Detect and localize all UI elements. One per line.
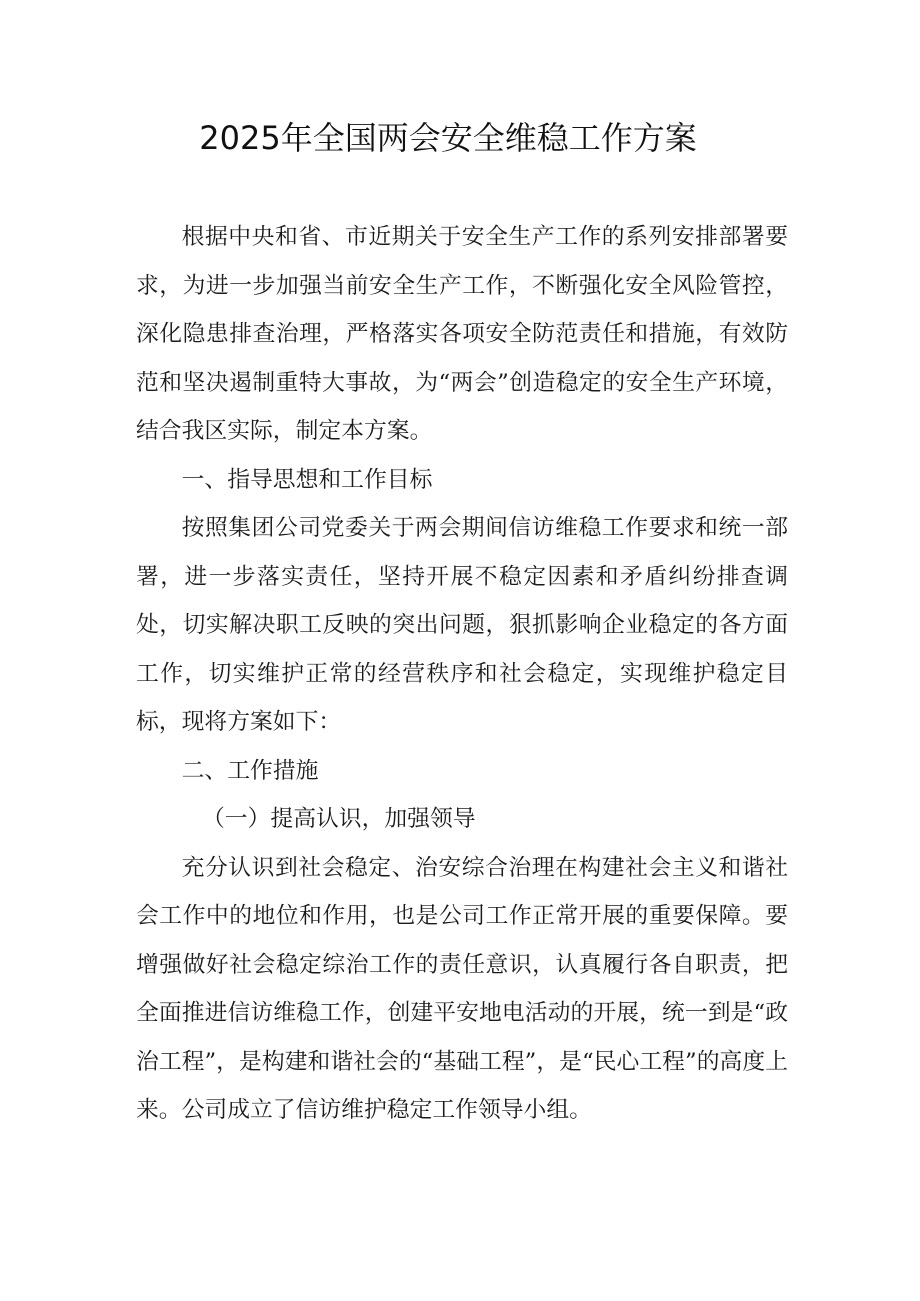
section-heading-1: 一、指导思想和工作目标 xyxy=(181,466,433,493)
subsection-heading-1: （一）提高认识，加强领导 xyxy=(202,806,476,832)
paragraph-guiding-ideas: 按照集团公司党委关于两会期间信访维稳工作要求和统一部署，进一步落实责任，坚持开展不稳定因素和矛盾纠纷排查调处，切实解决职工反映的突出问题，狠抓影响企业稳定的各方面工作，切实维护正常的经营秩序和社会稳定，实现维护稳定目标，现将方案如下： xyxy=(136,515,788,735)
document-body xyxy=(136,213,788,1135)
section-heading-2: 二、工作措施 xyxy=(181,757,319,784)
paragraph-awareness: 充分认识到社会稳定、治安综合治理在构建社会主义和谐社会工作中的地位和作用，也是公司工作正常开展的重要保障。要增强做好社会稳定综治工作的责任意识，认真履行各自职责，把全面推进信访维稳工作，创建平安地电活动的开展，统一到是“政治工程”，是构建和谐社会的“基础工程”，是“民心工程”的高度上来。公司成立了信访维护稳定工作领导小组。 xyxy=(136,854,788,1123)
document-title: 2025年全国两会安全维稳工作方案 xyxy=(199,119,697,157)
paragraph-intro: 根据中央和省、市近期关于安全生产工作的系列安排部署要求，为进一步加强当前安全生产工作，不断强化安全风险管控，深化隐患排查治理，严格落实各项安全防范责任和措施，有效防范和坚决遏制重特大事故，为“两会”创造稳定的安全生产环境，结合我区实际，制定本方案。 xyxy=(136,224,788,444)
